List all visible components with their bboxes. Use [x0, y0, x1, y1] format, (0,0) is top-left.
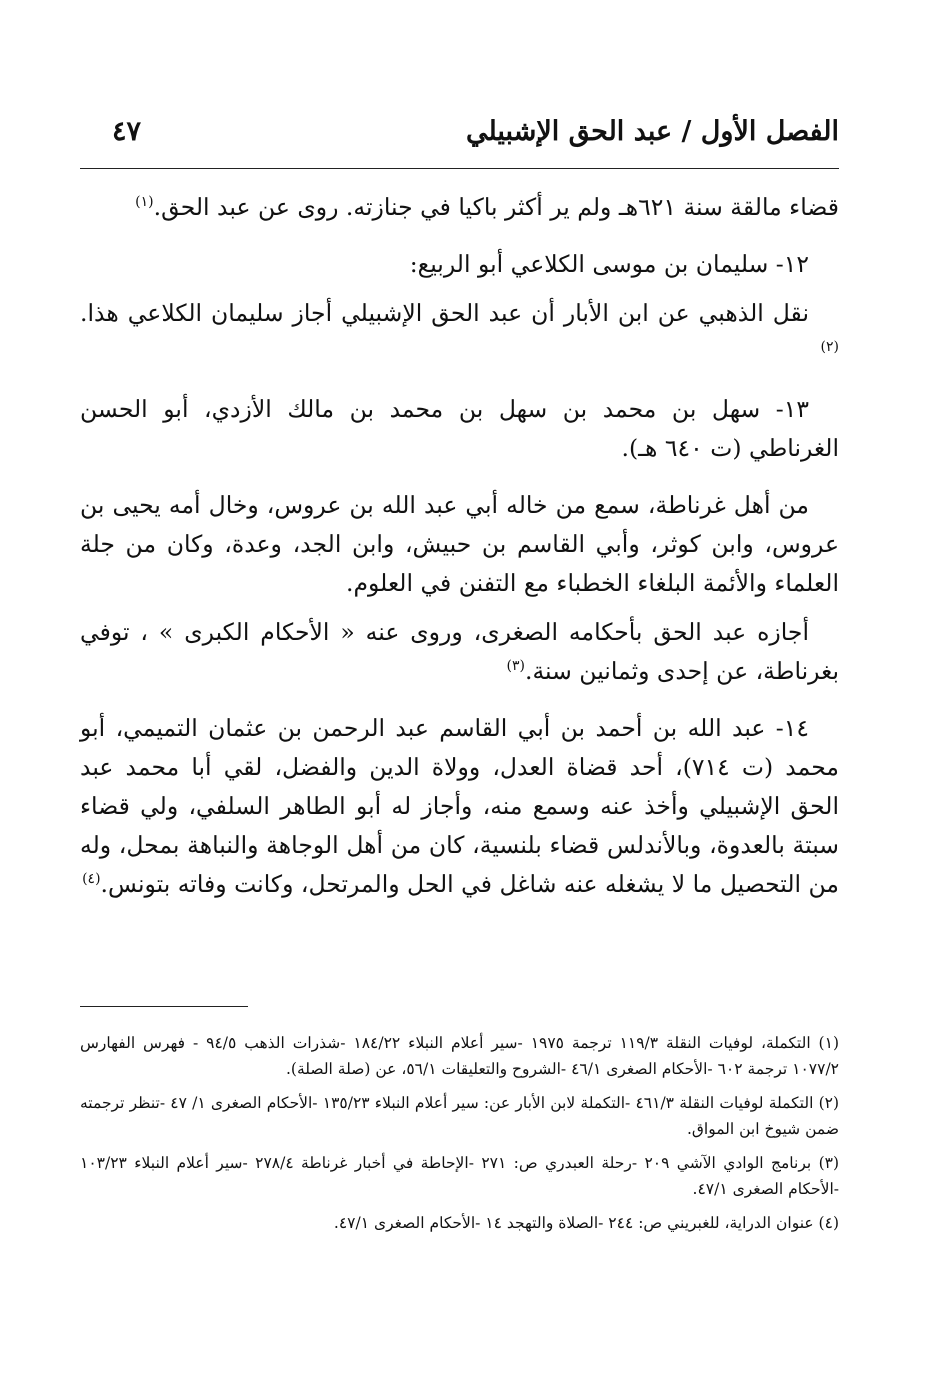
footnote-ref: (٤) — [82, 871, 101, 888]
running-title: الفصل الأول / عبد الحق الإشبيلي — [465, 116, 839, 147]
paragraph — [80, 613, 839, 691]
footnote-ref: (١) — [135, 194, 154, 211]
footnotes — [80, 1030, 839, 1244]
paragraph — [80, 294, 839, 372]
footnote: (١) التكملة، لوفيات النقلة ١١٩/٣ ترجمة ١٩٧٥ -سير أعلام النبلاء ١٨٤/٢٢ -شذرات الذهب ٩٤/٥ - فهرس الفهارس ١٠٧٧/٢ ترجمة ٦٠٢ -الأحكام الصغرى ٤٦/١ -الشروح والتعليقات ٥٦/١، عن (صلة الصلة). — [80, 1034, 839, 1078]
paragraph — [80, 709, 839, 904]
paragraph-text: أجازه عبد الحق بأحكامه الصغرى، وروى عنه « الأحكام الكبرى » ، توفي بغرناطة، عن إحدى وثمانين سنة. — [80, 618, 839, 685]
paragraph — [80, 486, 839, 603]
paragraph-text: نقل الذهبي عن ابن الأبار أن عبد الحق الإشبيلي أجاز سليمان الكلاعي هذا. — [80, 299, 809, 327]
book-page — [80, 110, 839, 1350]
entry-heading — [80, 390, 839, 468]
page-number: ٤٧ — [112, 116, 142, 147]
footnote-ref: (٢) — [820, 339, 839, 356]
footnote: (٣) برنامج الوادي الآشي ٢٠٩ -رحلة العبدري ص: ٢٧١ -الإحاطة في أخبار غرناطة ٢٧٨/٤ -سير أعلام النبلاء ١٠٣/٢٣ -الأحكام الصغرى ٤٧/١. — [80, 1154, 840, 1198]
footnote-divider — [80, 1006, 248, 1007]
paragraph-text: ١٣- سهل بن محمد بن سهل بن محمد بن مالك الأزدي، أبو الحسن الغرناطي (ت ٦٤٠ هـ). — [80, 395, 839, 462]
paragraph-text: من أهل غرناطة، سمع من خاله أبي عبد الله بن عروس، وخال أمه يحيى بن عروس، وابن كوثر، وأبي القاسم بن حبيش، وابن الجد، وعدة، وكان من جلة العلماء والأئمة البلغاء الخطباء مع التفنن في العلوم. — [80, 491, 839, 597]
header-divider — [80, 168, 839, 169]
footnote: (٤) عنوان الدراية، للغبريني ص: ٢٤٤ -الصلاة والتهجد ١٤ -الأحكام الصغرى ٤٧/١. — [333, 1214, 839, 1232]
footnote: (٢) التكملة لوفيات النقلة ٤٦١/٣ -التكملة لابن الأبار عن: سير أعلام النبلاء ١٣٥/٢٣ -الأحكام الصغرى ١/ ٤٧ -تنظر ترجمته ضمن شيوخ ابن المواق. — [80, 1094, 840, 1138]
paragraph — [80, 188, 839, 227]
page-header — [80, 110, 839, 162]
paragraph-text: ١٤- عبد الله بن أحمد بن أبي القاسم عبد الرحمن بن عثمان التميمي، أبو محمد (ت ٧١٤)، أحد قضاة العدل، وولاة الدين والفضل، لقي أبا محمد عبد الحق الإشبيلي وأخذ عنه وسمع منه، وأجاز له أبو الطاهر السلفي، ولي قضاء سبتة بالعدوة، وبالأندلس قضاء بلنسية، كان من أهل الوجاهة والنباهة بمحل، وله من التحصيل ما لا يشغله عنه شاغل في الحل والمرتحل، وكانت وفاته بتونس. — [80, 714, 839, 898]
main-text — [80, 188, 839, 922]
paragraph-text: قضاء مالقة سنة ٦٢١هـ ولم ير أكثر باكيا في جنازته. روى عن عبد الحق. — [153, 193, 839, 221]
entry-heading — [80, 245, 839, 284]
paragraph-text: ١٢- سليمان بن موسى الكلاعي أبو الربيع: — [409, 250, 809, 278]
footnote-ref: (٣) — [506, 658, 525, 675]
